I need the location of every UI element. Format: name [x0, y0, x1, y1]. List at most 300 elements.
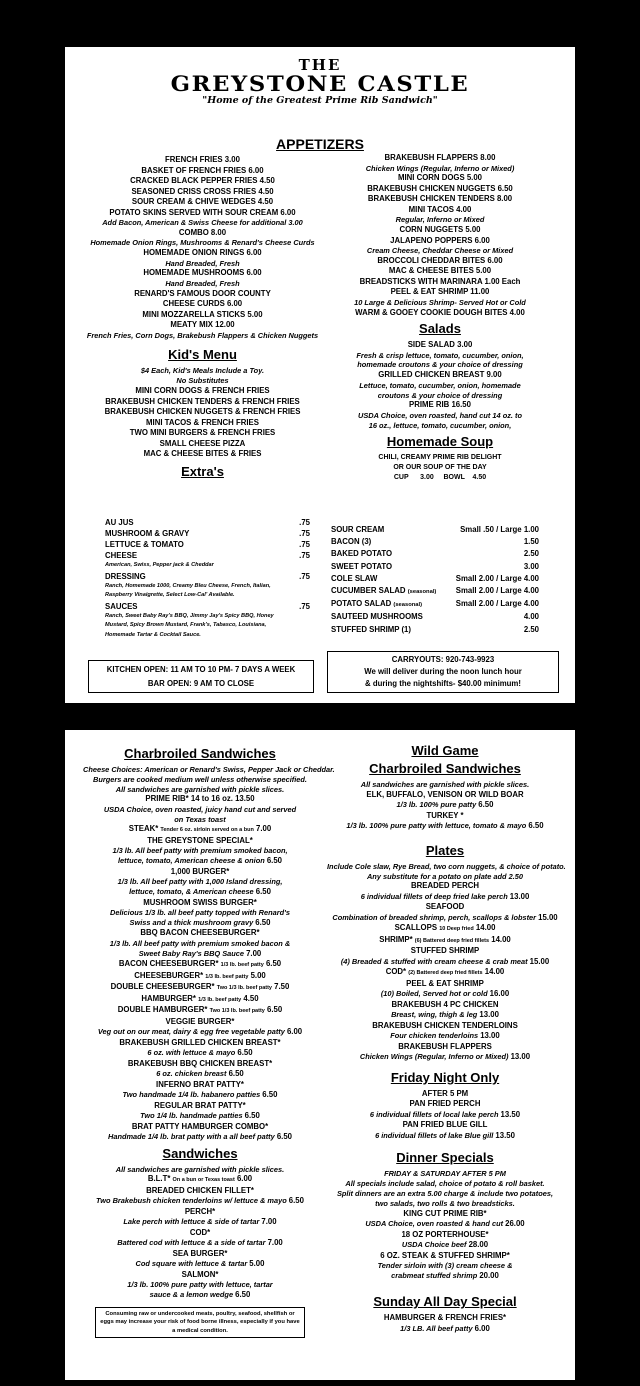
menu-item-description: Chicken Wings (Regular, Inferno or Mixed)	[359, 1052, 509, 1062]
menu-item	[85, 228, 320, 239]
menu-item-note	[327, 1324, 563, 1335]
menu-item-name: B.L.T*	[147, 1174, 171, 1184]
menu-item-name: FRENCH FRIES 3.00	[165, 155, 240, 164]
menu-item-note	[327, 1110, 563, 1121]
menu-item-detail: 1/3 lb. beef patty	[205, 973, 249, 980]
menu-item-note	[83, 1290, 317, 1301]
menu-item-note	[320, 360, 560, 370]
menu-item-detail: 10 Deep fried	[439, 926, 474, 933]
menu-item-description: Cheese Choices: American or Renard's Swiss, Pepper Jack or Cheddar.	[83, 765, 335, 774]
appetizers-heading-wrap	[65, 134, 575, 155]
menu-item-name: HAMBURGER & FRENCH FRIES*	[383, 1313, 507, 1323]
side-item-name: BACON (3)	[331, 537, 372, 547]
menu-item	[327, 1230, 563, 1241]
extra-item	[105, 601, 310, 612]
menu-item-note	[83, 846, 317, 856]
menu-item-description: Lettuce, tomato, cucumber, onion, homemade	[359, 380, 521, 390]
menu-item	[83, 1122, 317, 1133]
menu-item-note	[327, 800, 563, 811]
menu-item	[83, 898, 317, 909]
appetizers-left-column	[85, 155, 320, 483]
menu-item	[327, 1209, 563, 1220]
side-item-label	[331, 536, 371, 548]
menu-item	[320, 205, 560, 216]
menu-item-description: Chicken Wings (Regular, Inferno or Mixed)	[365, 163, 515, 173]
menu-item-description: Homemade Onion Rings, Mushrooms & Renard's Cheese Curds	[90, 238, 315, 248]
menu-item	[320, 153, 560, 164]
menu-item-description: Include Cole slaw, Rye Bread, two corn nuggets, & choice of potato.	[327, 861, 566, 871]
menu-item-note	[327, 1179, 563, 1189]
extra-item-name: DRESSING	[105, 571, 146, 581]
menu-item-note	[320, 164, 560, 174]
menu-item-price: 15.00	[529, 956, 550, 966]
menu-page-2	[65, 730, 575, 1380]
menu-item-detail: 1/3 lb. beef patty	[220, 962, 264, 969]
menu-item	[83, 1174, 317, 1186]
menu-item	[83, 982, 317, 994]
menu-item-name: 6 OZ. STEAK & STUFFED SHRIMP*	[380, 1250, 510, 1260]
menu-item-note	[83, 815, 317, 825]
menu-item-description: All sandwiches are garnished with pickle slices.	[115, 1164, 285, 1174]
menu-item-name: TWO MINI BURGERS & FRENCH FRIES	[129, 428, 276, 438]
charbroiled-list	[83, 765, 335, 1143]
menu-item	[85, 397, 320, 408]
menu-item-price: 6.50	[235, 1290, 251, 1300]
menu-item-note	[320, 411, 560, 421]
hours-box	[88, 660, 314, 693]
menu-item-note	[83, 1027, 317, 1038]
menu-item-name: BRAKEBUSH CHICKEN NUGGETS 6.50	[367, 183, 513, 193]
menu-item-description: crabmeat stuffed shrimp	[391, 1270, 478, 1280]
menu-item	[327, 935, 563, 947]
kids-menu-list	[85, 366, 320, 459]
menu-item-detail: 1/3 lb. beef patty	[198, 996, 242, 1003]
menu-item	[327, 902, 563, 913]
menu-item	[327, 946, 563, 957]
menu-item-price: 7.00	[261, 1217, 277, 1227]
side-item-label	[331, 524, 384, 536]
menu-item-name: STEAK*	[128, 824, 159, 834]
menu-item-price: 13.00	[479, 1010, 499, 1020]
menu-item-name: AFTER 5 PM	[421, 1088, 469, 1098]
left-column	[83, 744, 335, 1338]
menu-item-description: Any substitute for a potato on plate add 2.50	[366, 871, 524, 881]
menu-item	[327, 1251, 563, 1262]
menu-item-description: Split dinners are an extra 5.00 charge & include two potatoes,	[336, 1188, 554, 1198]
side-item-name: SAUTEED MUSHROOMS	[331, 612, 423, 622]
menu-item-price: 6.50	[262, 1090, 278, 1100]
side-item-name: SWEET POTATO	[331, 561, 393, 571]
menu-item-price: 6.50	[244, 1111, 260, 1121]
logo-name: GREYSTONE CASTLE	[170, 71, 470, 96]
menu-item-price: 7.00	[267, 1238, 283, 1248]
menu-item-name: 1,000 BURGER*	[170, 866, 230, 876]
menu-item	[83, 1270, 317, 1281]
side-item-price: 1.50	[523, 537, 539, 547]
menu-item	[320, 266, 560, 277]
menu-item	[83, 1038, 317, 1049]
sunday-special-heading: Sunday All Day Special	[373, 1294, 517, 1310]
menu-item-note	[83, 765, 335, 775]
menu-item-description: All sandwiches are garnished with pickle slices.	[115, 784, 285, 794]
side-item	[331, 524, 539, 536]
menu-item	[83, 836, 317, 847]
menu-item-note	[83, 1165, 317, 1175]
menu-item-name: COMBO 8.00	[178, 227, 227, 237]
carryouts-box	[327, 651, 559, 693]
menu-item	[85, 187, 320, 198]
menu-item-description: Fresh & crisp lettuce, tomato, cucumber, onion,	[356, 350, 524, 360]
menu-item-description: Hand Breaded, Fresh	[165, 258, 240, 268]
menu-item-name: BRAKEBUSH FLAPPERS 8.00	[384, 153, 496, 162]
menu-item-description: French Fries, Corn Dogs, Brakebush Flappers & Chicken Nuggets	[86, 330, 319, 340]
menu-item	[320, 370, 560, 381]
menu-item-name: PEEL & EAT SHRIMP 11.00	[390, 287, 490, 297]
side-item	[331, 624, 539, 636]
menu-item-price: 6.00	[286, 1027, 303, 1037]
menu-item-note	[327, 1169, 563, 1179]
menu-item-name: SIDE SALAD 3.00	[407, 340, 473, 350]
menu-item-name: JALAPENO POPPERS 6.00	[390, 235, 490, 245]
menu-item-note	[83, 1259, 317, 1270]
menu-item-note	[327, 1219, 563, 1230]
side-item-name: SOUR CREAM	[331, 525, 385, 534]
wild-game-subheading: Charbroiled Sandwiches	[369, 761, 521, 776]
extra-item-name: MUSHROOM & GRAVY	[105, 529, 190, 538]
menu-item-name: MINI TACOS 4.00	[408, 204, 472, 214]
menu-item-note	[327, 1010, 563, 1021]
side-item-price: Small .50 / Large 1.00	[460, 525, 539, 534]
menu-item-description: All sandwiches are garnished with pickle slices.	[360, 780, 530, 789]
menu-item-name: MEATY MIX 12.00	[170, 320, 235, 330]
menu-item-description: Breast, wing, thigh & leg	[391, 1010, 478, 1020]
menu-item	[83, 1186, 317, 1197]
menu-item	[320, 184, 560, 195]
menu-item-description: 1/3 LB. All beef patty	[400, 1323, 473, 1333]
side-item-price: 4.00	[523, 612, 539, 622]
menu-item-name: SEA BURGER*	[172, 1248, 228, 1258]
menu-item-name: MINI MOZZARELLA STICKS 5.00	[142, 309, 263, 319]
menu-item-description: 6 oz. with lettuce & mayo	[147, 1048, 236, 1058]
menu-item	[327, 967, 563, 979]
menu-item	[320, 277, 560, 288]
extra-item	[105, 550, 310, 561]
menu-item-description: Lake perch with lettuce & side of tartar	[123, 1217, 260, 1227]
menu-item-note	[83, 1069, 317, 1080]
delivery-line-2: & during the nightshifts- $40.00 minimum!	[365, 679, 521, 688]
menu-item-description: USDA Choice beef	[401, 1240, 467, 1250]
menu-item-name: CHEESEBURGER*	[134, 970, 204, 980]
menu-item-name: SEAFOOD	[425, 902, 465, 912]
menu-item-name: BASKET OF FRENCH FRIES 6.00	[141, 165, 264, 175]
side-item	[331, 611, 539, 623]
menu-item-description: (4) Breaded & stuffed with cream cheese & crab meat	[340, 956, 528, 966]
menu-item-note	[83, 1280, 317, 1290]
menu-item-price: 13.50	[495, 1130, 515, 1140]
extra-item-name: AU JUS	[105, 518, 134, 527]
side-item-label	[331, 624, 411, 636]
menu-item-note	[85, 366, 320, 376]
menu-item-description: Hand Breaded, Fresh	[165, 278, 240, 288]
menu-item-note	[320, 421, 560, 431]
menu-item-description: sauce & a lemon wedge	[149, 1290, 234, 1300]
menu-item-description: Add Bacon, American & Swiss Cheese for additional 3.00	[102, 218, 303, 227]
menu-item-note	[327, 821, 563, 832]
menu-item	[85, 208, 320, 219]
menu-item	[320, 256, 560, 267]
menu-item-description: 6 oz. chicken breast	[156, 1069, 227, 1079]
menu-item-name: BREADED CHICKEN FILLET*	[146, 1185, 254, 1195]
extra-item-price: .75	[299, 551, 310, 560]
side-item	[331, 536, 539, 548]
menu-item-note	[83, 877, 317, 887]
menu-item	[85, 268, 320, 279]
side-item-name: BAKED POTATO	[331, 549, 393, 559]
extra-item-price: .75	[299, 529, 310, 538]
menu-item	[85, 197, 320, 208]
menu-item-note	[83, 785, 317, 795]
appetizers-left-list	[85, 155, 320, 340]
menu-item-description: on Texas toast	[174, 814, 226, 824]
side-item	[331, 598, 539, 611]
menu-item	[83, 994, 317, 1006]
menu-item-note	[85, 331, 320, 341]
menu-item-description: Tender sirloin with (3) cream cheese &	[377, 1261, 513, 1271]
bar-hours: BAR OPEN: 9 AM TO CLOSE	[147, 679, 255, 688]
menu-item-name: CORN NUGGETS 5.00	[399, 225, 481, 235]
menu-item-name: BREADED PERCH	[410, 881, 479, 891]
menu-item-description: lettuce, tomato, & American cheese	[129, 887, 254, 897]
menu-item-description: FRIDAY & SATURDAY AFTER 5 PM	[384, 1169, 506, 1179]
side-item-price: Small 2.00 / Large 4.00	[455, 599, 539, 609]
menu-item-name: SALMON*	[181, 1269, 219, 1279]
extra-item	[105, 539, 310, 550]
side-item-label	[331, 573, 377, 585]
menu-item-note	[83, 1196, 317, 1207]
menu-item-name: ELK, BUFFALO, VENISON OR WILD BOAR	[366, 789, 524, 799]
menu-item-price: 15.00	[538, 912, 558, 922]
side-item-name: COLE SLAW	[331, 573, 378, 583]
menu-item-name: 18 OZ PORTERHOUSE*	[401, 1229, 489, 1239]
menu-item-price: 6.50	[228, 1069, 244, 1079]
menu-item-price: 7.00	[246, 948, 262, 958]
menu-item	[83, 794, 317, 805]
menu-item-description: USDA Choice, oven roasted, hand cut 14 oz. to	[358, 410, 522, 420]
menu-item	[85, 289, 320, 300]
logo-the: THE	[298, 56, 342, 74]
friday-heading: Friday Night Only	[390, 1069, 500, 1085]
menu-item-note	[85, 376, 320, 386]
menu-item	[85, 310, 320, 321]
menu-item	[320, 340, 560, 351]
menu-item-name: VEGGIE BURGER*	[165, 1016, 235, 1026]
menu-item-name: PRIME RIB 16.50	[409, 400, 471, 410]
menu-item-price: 16.00	[489, 989, 510, 999]
menu-item-price: 14.00	[484, 967, 505, 977]
menu-item-name: POTATO SKINS SERVED WITH SOUR CREAM 6.00	[109, 207, 296, 217]
menu-item	[327, 1099, 563, 1110]
menu-item-description: croutons & your choice of dressing	[377, 390, 503, 400]
menu-item-note	[327, 1031, 563, 1042]
menu-item-name: BRAKEBUSH CHICKEN TENDERS & FRENCH FRIES	[105, 396, 300, 406]
side-item	[331, 561, 539, 573]
menu-item-description: All specials include salad, choice of potato & roll basket.	[345, 1179, 545, 1189]
menu-item-note	[83, 856, 317, 867]
extra-item-name: CHEESE	[105, 551, 138, 560]
menu-item-detail: Tender 6 oz. sirloin served on a bun	[160, 827, 254, 834]
menu-item-description: 16 oz., lettuce, tomato, cucumber, onion,	[368, 420, 512, 430]
menu-item-name: RENARD'S FAMOUS DOOR COUNTY	[134, 288, 271, 298]
extra-item	[105, 517, 310, 528]
menu-item-name: STUFFED SHRIMP	[410, 946, 480, 956]
menu-item-name: BRAKEBUSH CHICKEN TENDERS 8.00	[367, 194, 513, 204]
side-item-name: CUCUMBER SALAD	[331, 586, 406, 596]
menu-item-description: two salads, two rolls & two breadsticks.	[375, 1198, 515, 1208]
wild-game-list	[327, 780, 563, 832]
menu-item-name: MINI TACOS & FRENCH FRIES	[146, 417, 259, 427]
menu-item	[320, 173, 560, 184]
side-item-price: 2.50	[523, 624, 539, 634]
menu-item-note	[83, 805, 317, 815]
menu-item	[320, 287, 560, 298]
menu-item-note	[85, 279, 320, 289]
side-item-label	[331, 598, 422, 611]
menu-item-name: KING CUT PRIME RIB*	[403, 1208, 487, 1218]
menu-item-description: Swiss and a thick mushroom gravy	[129, 917, 254, 927]
menu-item-name: COD*	[385, 967, 407, 977]
menu-item-name: PRIME RIB* 14 to 16 oz. 13.50	[145, 794, 255, 804]
menu-item-price: 6.00	[236, 1174, 253, 1184]
menu-item-note	[83, 887, 317, 898]
menu-item-price: 6.50	[237, 1048, 253, 1058]
menu-item-price: 7.00	[256, 824, 272, 834]
sunday-special-list	[327, 1313, 563, 1334]
menu-item-price: 20.00	[479, 1270, 499, 1280]
menu-item-name: PAN FRIED PERCH	[409, 1099, 481, 1109]
side-item-label	[331, 611, 423, 623]
menu-item-name: BRAKEBUSH GRILLED CHICKEN BREAST*	[119, 1037, 281, 1047]
plates-heading: Plates	[425, 842, 465, 858]
menu-item	[83, 1249, 317, 1260]
extra-item-note: Ranch, Sweet Baby Ray's BBQ, Jimmy Jay's Spicy BBQ, Honey Mustard, Spicy Brown Mustard, Frank's, Tabasco, Louisiana, Homemade Tartar & Cocktail Sauce.	[105, 612, 274, 638]
wild-game-heading: Wild Game	[411, 743, 479, 758]
menu-page-1	[65, 47, 575, 703]
menu-item-price: 6.50	[255, 917, 271, 927]
menu-item-note	[320, 381, 560, 391]
menu-item-description: USDA Choice, oven roasted & hand cut	[365, 1219, 504, 1229]
extra-item-price: .75	[299, 571, 310, 581]
side-item	[331, 585, 539, 598]
menu-item-price: 6.00	[474, 1323, 490, 1333]
sandwiches-list	[83, 1165, 317, 1301]
side-item-price: 3.00	[523, 561, 539, 571]
menu-item-name: DOUBLE HAMBURGER*	[117, 1005, 208, 1015]
menu-item-name: SMALL CHEESE PIZZA	[159, 438, 246, 448]
extra-item-price: .75	[299, 601, 310, 611]
menu-item-note	[327, 1240, 563, 1251]
menu-item-detail: Two 1/3 lb. beef patty	[209, 1008, 265, 1015]
menu-item-description: 1/3 lb. 100% pure patty with lettuce, tomato & mayo	[346, 821, 527, 831]
menu-item-description: Two handmade 1/4 lb. habanero patties	[122, 1090, 261, 1100]
menu-item	[85, 407, 320, 418]
menu-item-name: BACON CHEESEBURGER*	[118, 959, 219, 969]
menu-item-name: SHRIMP*	[379, 934, 413, 944]
menu-item-name: BRAKEBUSH CHICKEN TENDERLOINS	[372, 1020, 518, 1030]
menu-item-name: SCALLOPS	[394, 923, 438, 933]
menu-item-note	[83, 1238, 317, 1249]
menu-item	[327, 1089, 563, 1100]
menu-item	[327, 1042, 563, 1053]
side-item	[331, 548, 539, 560]
menu-item-description: No Substitutes	[176, 376, 229, 386]
carryouts-phone: CARRYOUTS: 920-743-9923	[391, 655, 495, 664]
menu-item-description: 6 individual fillets of deep fried lake perch	[360, 891, 508, 901]
menu-item-note	[327, 872, 563, 882]
menu-item-name: INFERNO BRAT PATTY*	[156, 1079, 244, 1089]
menu-item	[83, 1017, 317, 1028]
menu-item-price: 6.50	[265, 959, 282, 969]
soup-line-3: CUP 3.00 BOWL 4.50	[393, 474, 487, 482]
menu-item-name: DOUBLE CHEESEBURGER*	[110, 982, 215, 992]
menu-item-note	[83, 775, 317, 785]
menu-item-name: HOMEMADE ONION RINGS 6.00	[143, 248, 262, 258]
extra-item-price: .75	[299, 518, 310, 527]
appetizers-right-column	[320, 153, 560, 483]
menu-item-name: MINI CORN DOGS & FRENCH FRIES	[135, 386, 270, 396]
side-item-name: STUFFED SHRIMP (1)	[331, 624, 411, 634]
menu-item-price: 6.50	[255, 887, 271, 897]
menu-item-note	[327, 1199, 563, 1209]
menu-item-name: BRAKEBUSH BBQ CHICKEN BREAST*	[127, 1058, 273, 1068]
side-item-label	[331, 585, 436, 598]
menu-item-price: 28.00	[468, 1240, 489, 1250]
menu-item-description: Two Brakebush chicken tenderloins w/ lettuce & mayo	[96, 1196, 287, 1206]
soup-line-2: OR OUR SOUP OF THE DAY	[393, 464, 487, 472]
menu-item-name: TURKEY *	[426, 810, 464, 820]
menu-item-price: 7.50	[274, 982, 290, 992]
menu-item-note	[327, 957, 563, 968]
menu-item-description: 10 Large & Delicious Shrimp- Served Hot or Cold	[354, 297, 526, 307]
menu-item-note	[85, 259, 320, 269]
menu-item	[320, 236, 560, 247]
menu-item-note	[83, 1090, 317, 1101]
menu-item	[85, 166, 320, 177]
menu-item	[85, 299, 320, 310]
menu-item-note	[320, 391, 560, 401]
menu-item-price: 14.00	[475, 923, 496, 933]
side-item-note: (seasonal)	[393, 602, 423, 609]
menu-item-note	[327, 989, 563, 1000]
menu-item-note	[320, 215, 560, 225]
menu-item-name: PERCH*	[184, 1206, 216, 1216]
menu-item-note	[327, 1261, 563, 1271]
menu-item	[83, 867, 317, 878]
side-item-label	[331, 548, 392, 560]
menu-item-name: COD*	[189, 1227, 211, 1237]
menu-item	[327, 881, 563, 892]
extra-item-price: .75	[299, 540, 310, 549]
menu-item	[327, 1021, 563, 1032]
menu-item-price: 13.50	[500, 1109, 521, 1119]
menu-item-name: WARM & GOOEY COOKIE DOUGH BITES 4.00	[355, 307, 525, 317]
side-item-name: POTATO SALAD	[331, 599, 392, 609]
menu-item-description: lettuce, tomato, American cheese & onion	[117, 856, 265, 866]
menu-item	[85, 155, 320, 166]
menu-item-price: 6.50	[528, 821, 544, 831]
menu-item-price: 13.00	[480, 1031, 500, 1041]
menu-item-description: Combination of breaded shrimp, perch, scallops & lobster	[332, 912, 537, 922]
menu-item-description: 1/3 lb. 100% pure patty with lettuce, tartar	[127, 1280, 273, 1290]
